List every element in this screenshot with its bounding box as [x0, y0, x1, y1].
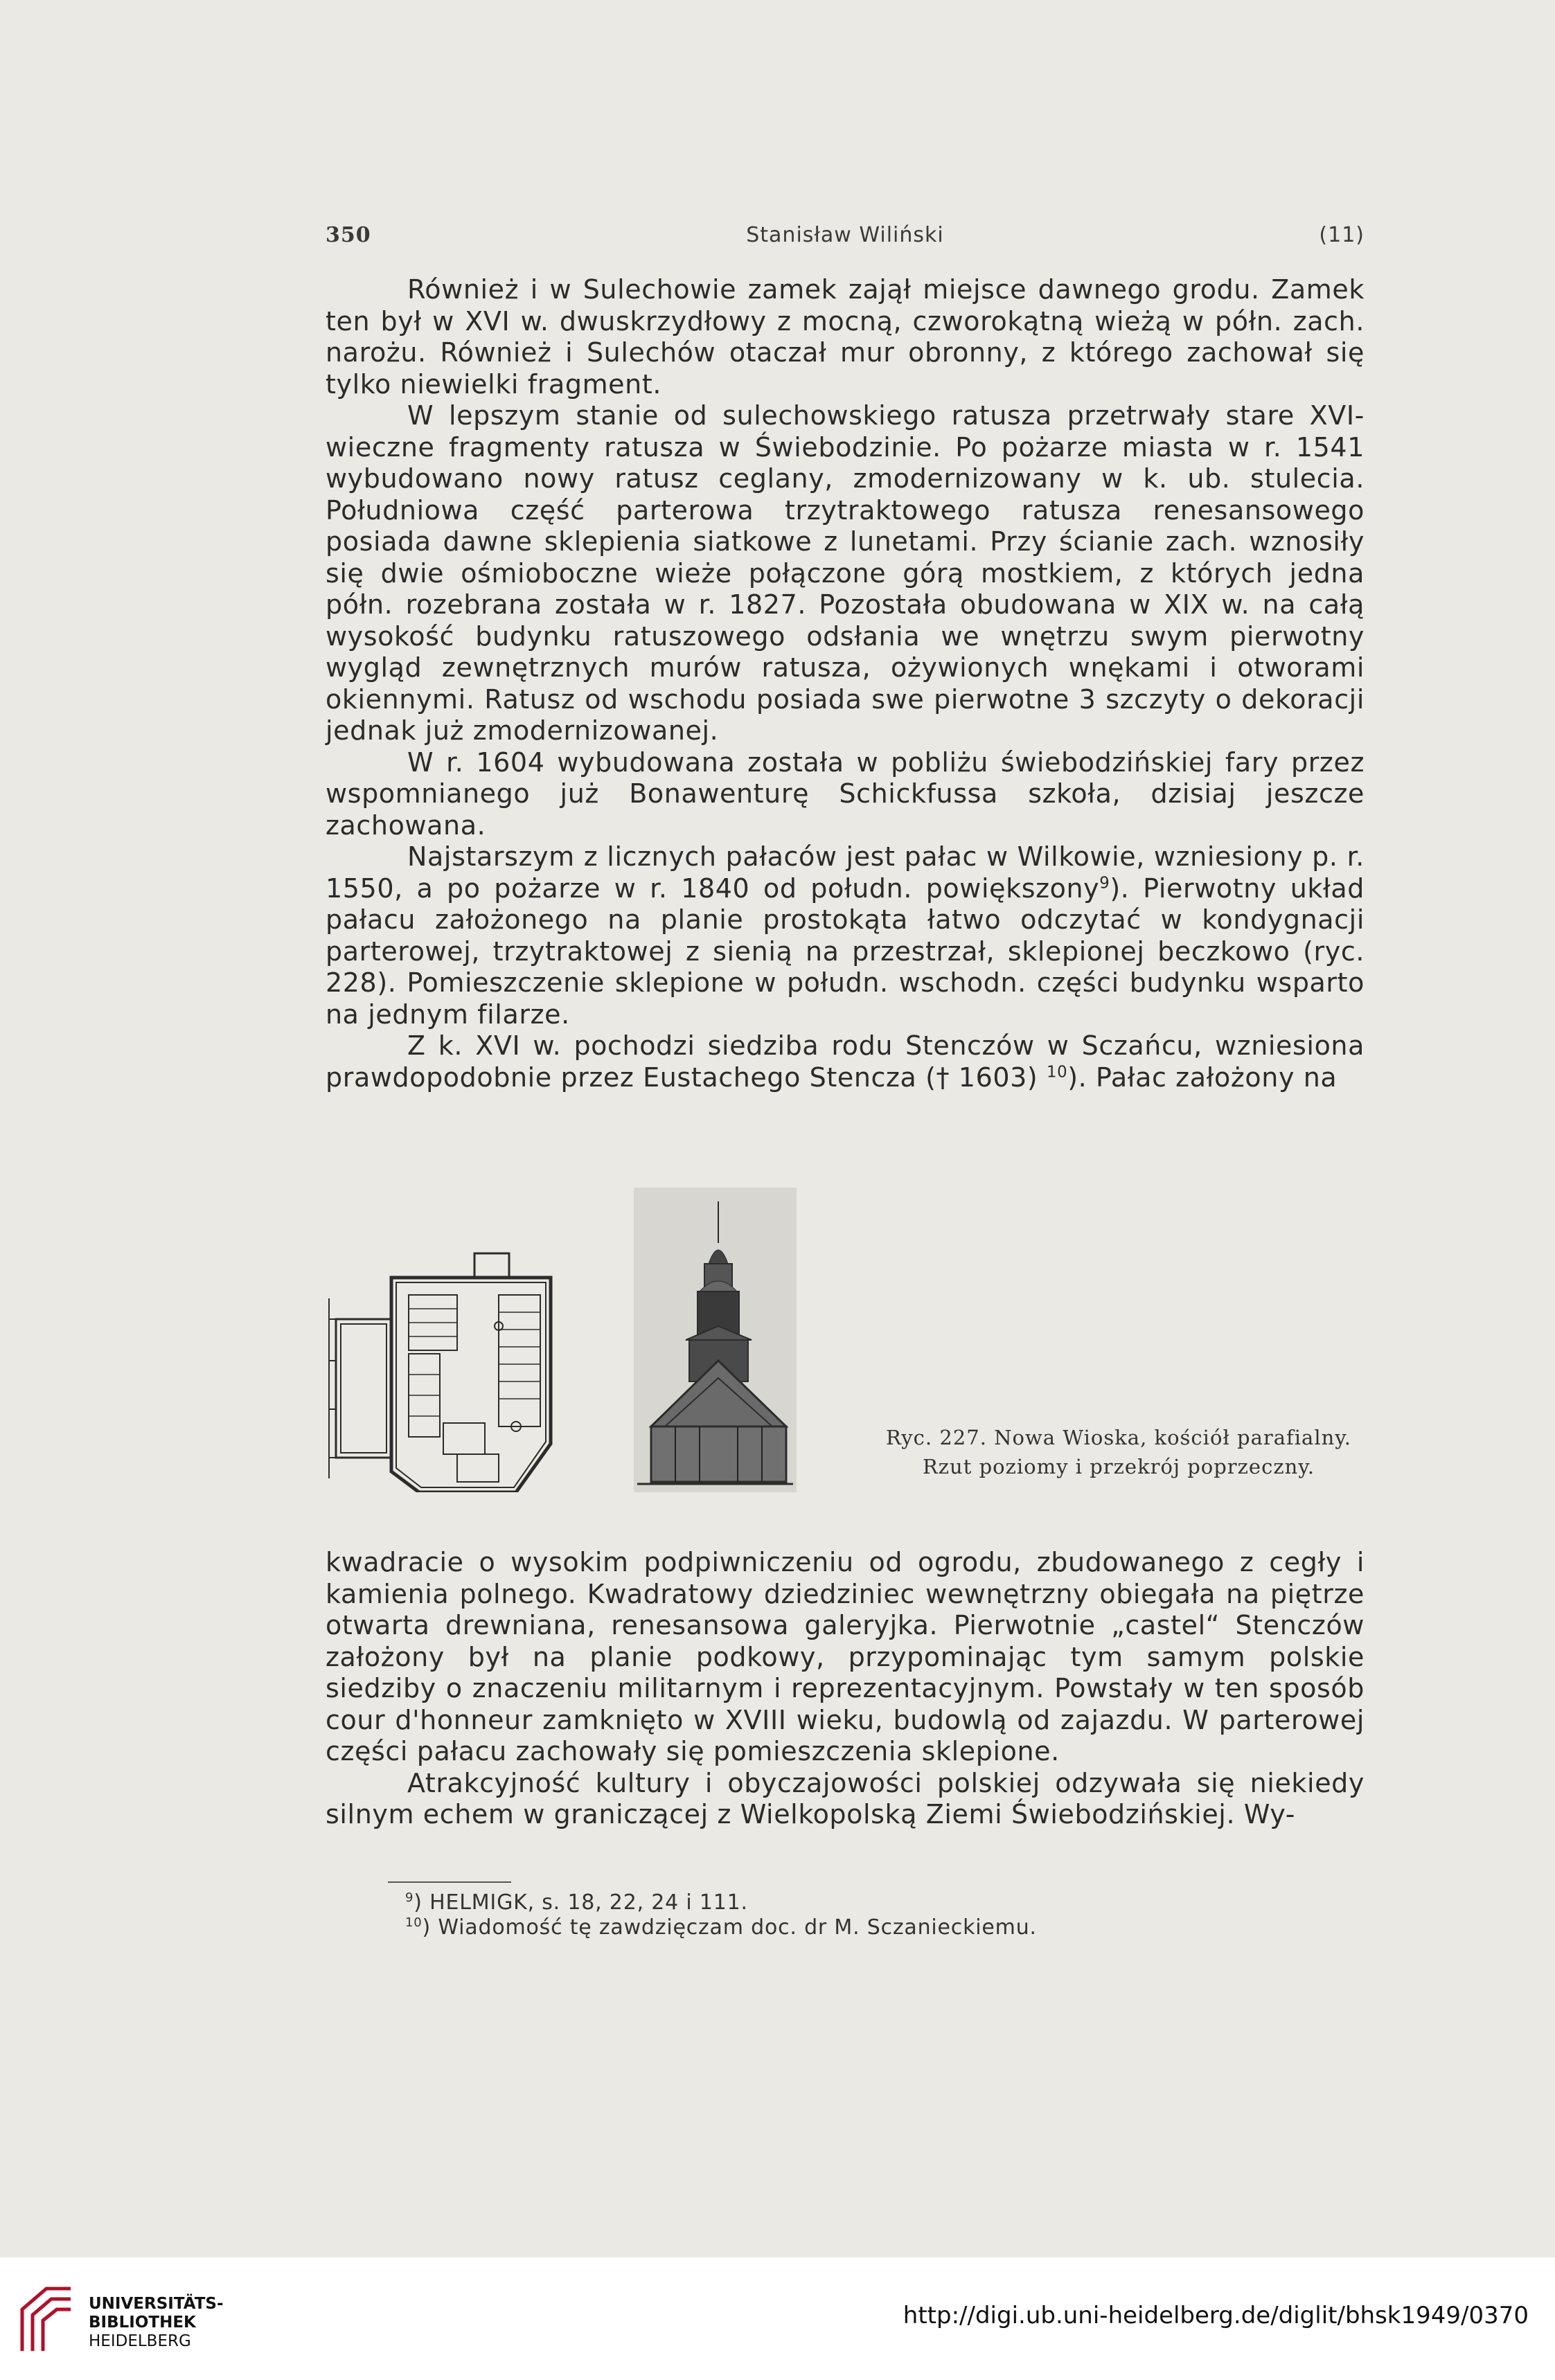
paragraph: W lepszym stanie od sulechowskiego ratusza przetrwały stare XVI-wieczne fragmenty ratusza w Świebodzinie. Po pożarze miasta w r. 1541 wybudowano nowy ratusz ceglany, zmodernizowany w k. ub. stulecia. Południowa część parterowa trzytraktowego ratusza renesansowego posiada dawne sklepienia siatkowe z lunetami. Przy ścianie zach. wznosiły się dwie ośmioboczne wieże połączone górą mostkiem, z których jedna półn. rozebrana została w r. 1827. Pozostała obudowana w XIX w. na całą wysokość budynku ratuszowego odsłania we wnętrzu swym pierwotny wygląd zewnętrznych murów ratusza, ożywionych wnękami i otworami okiennymi. Ratusz od wschodu posiada swe pierwotne 3 szczyty o dekoracji jednak już zmodernizowanej. [326, 400, 1365, 746]
page-number: 350 [326, 223, 371, 247]
figure-caption [876, 1423, 1361, 1481]
library-name-line: HEIDELBERG [89, 2332, 191, 2350]
footnote-text: ) Wiadomość tę zawdzięczam doc. dr M. Sczanieckiemu. [422, 1915, 1037, 1940]
paragraph: Również i w Sulechowie zamek zajął miejsce dawnego grodu. Zamek ten był w XVI w. dwuskrzydłowy z mocną, czworokątną wieżą w półn. zach. narożu. Również i Sulechów otaczał mur obronny, z którego zachował się tylko niewielki fragment. [326, 274, 1365, 400]
footnote-ref: 10 [1047, 1062, 1068, 1081]
library-name [89, 2295, 224, 2351]
library-name-line: UNIVERSITÄTS- [89, 2295, 224, 2313]
paragraph-text: ). Pierwotny układ pałacu założonego na planie prostokąta łatwo odczytać w kondygnacji parterowej, trzytraktowej z sienią na przestrzał, sklepionej beczkowo (ryc. 228). Pomieszczenie sklepione w połudn. wschodn. części budynku wsparto na jednym filarze. [326, 873, 1365, 1030]
paragraph-text: Najstarszym z licznych pałaców jest pałac w Wilkowie, wzniesiony p. r. 1550, a po pożarze w r. 1840 od połudn. powiększony [326, 841, 1365, 904]
paragraph: kwadracie o wysokim podpiwniczeniu od ogrodu, zbudowanego z cegły i kamienia polnego. Kwadratowy dziedziniec wewnętrzny obiegała na piętrze otwarta drewniana, renesansowa galeryjka. Pierwotnie „castel“ Stenczów założony był na planie podkowy, przypominając tym samym polskie siedziby o znaczeniu militarnym i reprezentacyjnym. Powstały w ten sposób cour d'honneur zamknięto w XVIII wieku, budowlą od zajazdu. W parterowej części pałacu zachowały się pomieszczenia sklepione. [326, 1547, 1365, 1766]
footnote-mark: 9 [405, 1890, 414, 1905]
section-number: (11) [1319, 223, 1365, 247]
paragraph [326, 1030, 1365, 1093]
caption-line: Rzut poziomy i przekrój poprzeczny. [922, 1455, 1315, 1478]
footnote-ref: 9 [1099, 873, 1110, 892]
footnote [405, 1890, 1306, 1915]
paragraph: W r. 1604 wybudowana została w pobliżu świebodzińskiej fary przez wspomnianego już Bonawenturę Schickfussa szkoła, dzisiaj jeszcze zachowana. [326, 746, 1365, 841]
paragraph: Atrakcyjność kultury i obyczajowości polskiej odzywała się niekiedy silnym echem w graniczącej z Wielkopolską Ziemi Świebodzińskiej. Wy- [326, 1767, 1365, 1829]
footnote-mark: 10 [405, 1915, 423, 1930]
footnotes [405, 1890, 1306, 1940]
footnote-divider [388, 1881, 511, 1883]
caption-line: Ryc. 227. Nowa Wioska, kościół parafialny. [885, 1426, 1352, 1449]
running-author: Stanisław Wiliński [746, 223, 944, 247]
source-url-link[interactable]: http://digi.ub.uni-heidelberg.de/diglit/bhsk1949/0370 [903, 2302, 1529, 2329]
library-name-line: BIBLIOTHEK [89, 2314, 196, 2332]
paragraph-text: ). Pałac założony na [1067, 1062, 1338, 1093]
footnote-text: ) HELMIGK, s. 18, 22, 24 i 111. [414, 1890, 748, 1915]
figure-227 [326, 1188, 1371, 1513]
university-library-logo-icon [15, 2282, 81, 2358]
library-footer [0, 2257, 1555, 2380]
paragraph-text: Z k. XVI w. pochodzi siedziba rodu Stenczów w Sczańcu, wzniesiona prawdopodobnie przez Eustachego Stencza († 1603) [326, 1030, 1365, 1093]
body-text-bottom [326, 1547, 1365, 1831]
paragraph [326, 841, 1365, 1030]
running-head [326, 223, 1365, 258]
floor-plan-drawing [326, 1215, 610, 1492]
body-text-top [326, 274, 1365, 1093]
footnote [405, 1915, 1306, 1940]
